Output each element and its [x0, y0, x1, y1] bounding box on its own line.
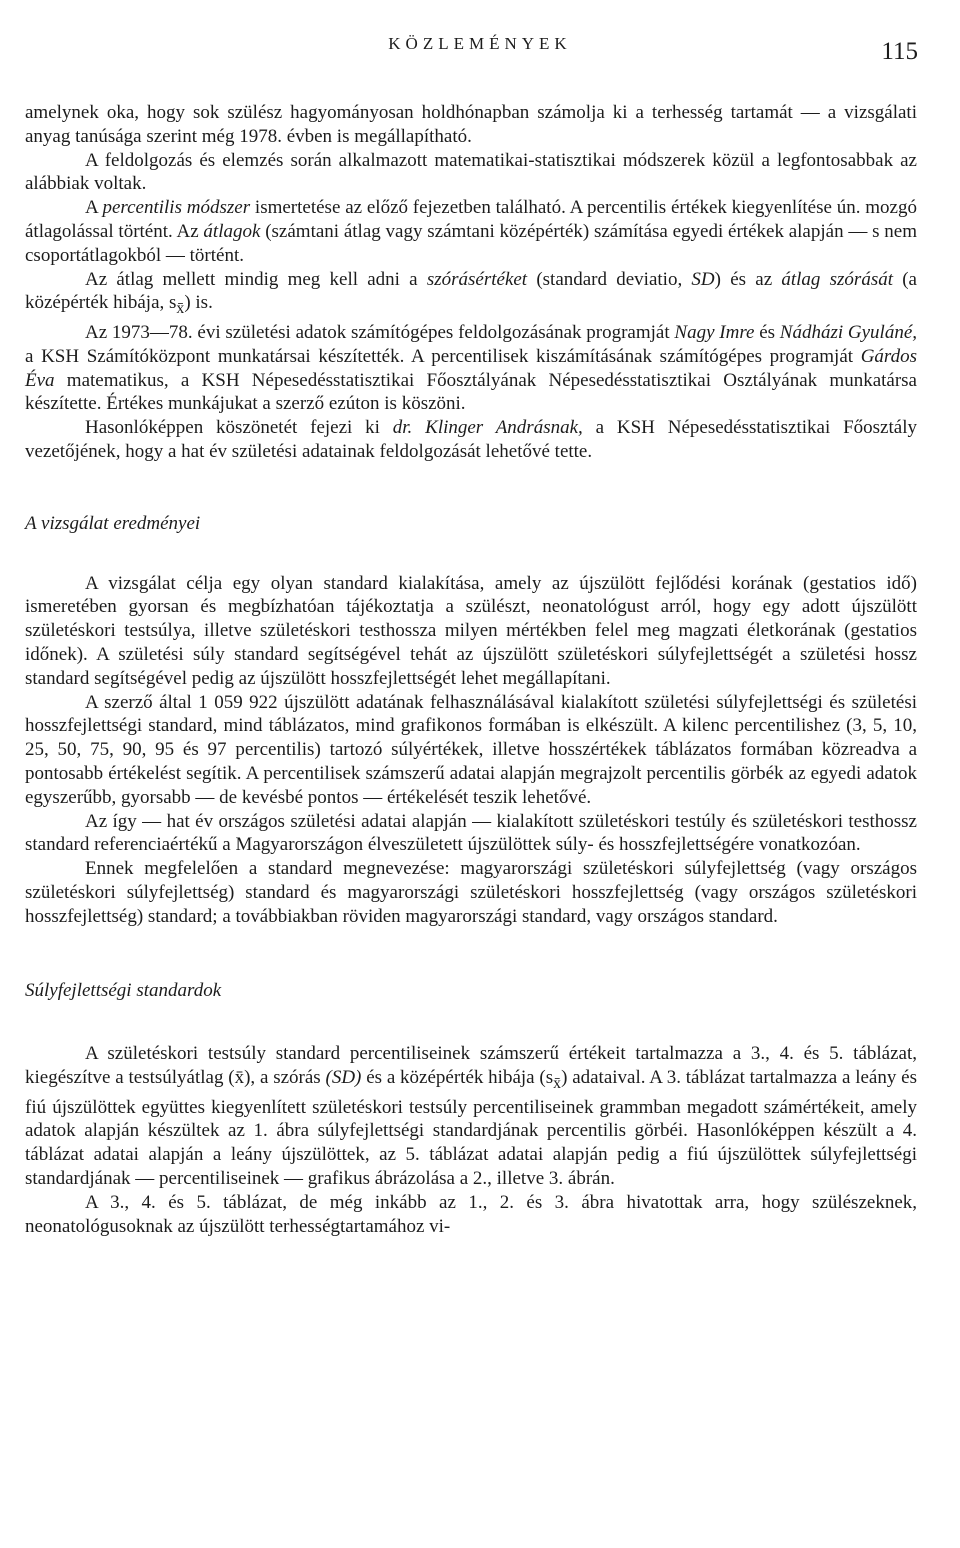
- subscript: x̄: [176, 300, 185, 318]
- subscript: x̄: [553, 1074, 562, 1092]
- emphasis: percentilis módszer: [102, 197, 251, 219]
- paragraph: A szerző által 1 059 922 újszülött adatának felhasználásával kialakított születési súlyfejlettségi és születési hosszfejlettségi standard, mind táblázatos, mind grafikonos formában is elkészült. A kilenc percentilishez (3, 5, 10, 25, 50, 75, 90, 95 és 97 percentilis) tartozó súlyértékek, illetve hosszértékek táblázatos formában közreadva a pontosabb értékelést segítik. A percentilisek számszerű adatai alapján megrajzolt percentilis görbék az egyedi adatok egyszerűbb, gyorsabb — de kevésbé pontos — értékelését teszik lehetővé.: [25, 691, 917, 808]
- paragraph: A feldolgozás és elemzés során alkalmazott matematikai-statisztikai módszerek közül a legfontosabbak az alábbiak voltak.: [25, 149, 917, 195]
- emphasis: átlag szórását: [781, 268, 893, 290]
- emphasis: SD: [691, 268, 715, 290]
- paragraph: amelynek oka, hogy sok szülész hagyományosan holdhónapban számolja ki a terhesség tartamát — a vizsgálati anyag tanúsága szerint még 1978. évben is megállapítható.: [25, 102, 917, 147]
- paragraph: Hasonlóképpen köszönetét fejezi ki dr. Klinger Andrásnak, a KSH Népesedésstatisztikai Főosztály vezetőjének, hogy a hat év születési adatainak feldolgozását lehetővé tette.: [25, 417, 917, 462]
- emphasis: (SD): [325, 1067, 362, 1089]
- paragraph: A vizsgálat célja egy olyan standard kialakítása, amely az újszülött fejlődési korának (gestatios idő) ismeretében gyorsan és megbízhatóan tájékoztatja a szülészt, neonatológust arról, hogy egy adott újszülött születéskori testsúlya, illetve születéskori testhossza milyen mértékben felel meg magzati életkorának (gestatios időnek). A születési súly standard segítségével tehát az újszülött születéskori súlyfejlettségét a születési hossz standard segítségével pedig az újszülött hosszfejlettségét lehet megállapítani.: [25, 572, 917, 689]
- running-head: KÖZLEMÉNYEK: [388, 34, 572, 53]
- emphasis: szórásértéket: [426, 268, 528, 290]
- author-name: Nagy Imre: [674, 321, 755, 343]
- author-name: Nádházi Gyuláné,: [779, 321, 918, 343]
- emphasis: átlagok: [203, 220, 261, 242]
- author-name: Gárdos Éva: [25, 345, 917, 391]
- paragraph: A születéskori testsúly standard percentiliseinek számszerű értékeit tartalmazza a 3., 4. és 5. táblázat, kiegészítve a testsúlyátlag (x̄), a szórás (SD) és a középérték hibája $(s_{x̄})$ adataival. A 3. táblázat tartalmazza a leány és fiú újszülöttek együttes kiegyenlített születéskori testsúly percentiliseinek grammban megadott számértékeit, amely adatok alapján készültek az 1. ábra súlyfejlettségi standardjának percentilis görbéi. Hasonlóképpen készült a 4. táblázat adatai alapján a leány újszülöttek, az 5. táblázat adatai alapján pedig a fiú újszülöttek súlyfejlettségi standardjának — percentiliseinek — grafikus ábrázolása a 2., illetve 3. ábrán.: [25, 1043, 917, 1190]
- paragraph: A percentilis módszer ismertetése az előző fejezetben található. A percentilis értékek kiegyenlítése ún. mozgó átlagolással történt. Az átlagok (számtani átlag vagy számtani középérték) számítása egyedi értékek alapján — s nem csoportátlagokból — történt.: [25, 197, 918, 266]
- body-text: [25, 101, 917, 1238]
- paragraph: Az 1973—78. évi születési adatok számítógépes feldolgozásának programját Nagy Imre és Nádházi Gyuláné, a KSH Számítóközpont munkatársai készítették. A percentilisek kiszámításának számítógépes programját Gárdos Éva matematikus, a KSH Népesedésstatisztikai Főosztályának Népesedésstatisztikai Osztályának munkatársa készítette. Értékes munkájukat a szerző ezúton is köszöni.: [25, 321, 918, 415]
- paragraph: Ennek megfelelően a standard megnevezése: magyarországi születéskori súlyfejlettség (vagy országos születéskori súlyfejlettség) standard és magyarországi születéskori hosszfejlettség (vagy országos születéskori hosszfejlettség) standard; a továbbiakban röviden magyarországi standard, vagy országos standard.: [25, 858, 917, 927]
- paragraph: Az így — hat év országos születési adatai alapján — kialakított születéskori testúly és születéskori testhossz standard referenciaértékű a Magyarországon élveszületett újszülöttek súly- és hosszfejlettségére vonatkozóan.: [25, 810, 917, 856]
- paragraph: A 3., 4. és 5. táblázat, de még inkább az 1., 2. és 3. ábra hivatottak arra, hogy szülészeknek, neonatológusoknak az újszülött terhességtartamához vi-: [25, 1191, 917, 1237]
- section-heading: Súlyfejlettségi standardok: [25, 979, 222, 1001]
- author-name: dr. Klinger Andrásnak,: [392, 417, 583, 439]
- section-heading: A vizsgálat eredményei: [25, 512, 201, 534]
- paragraph: Az átlag mellett mindig meg kell adni a szórásértéket (standard deviatio, SD) és az átlag szórását (a középérték hibája, $s_{x̄}$) is.: [25, 268, 917, 318]
- page-number: 115: [881, 38, 918, 65]
